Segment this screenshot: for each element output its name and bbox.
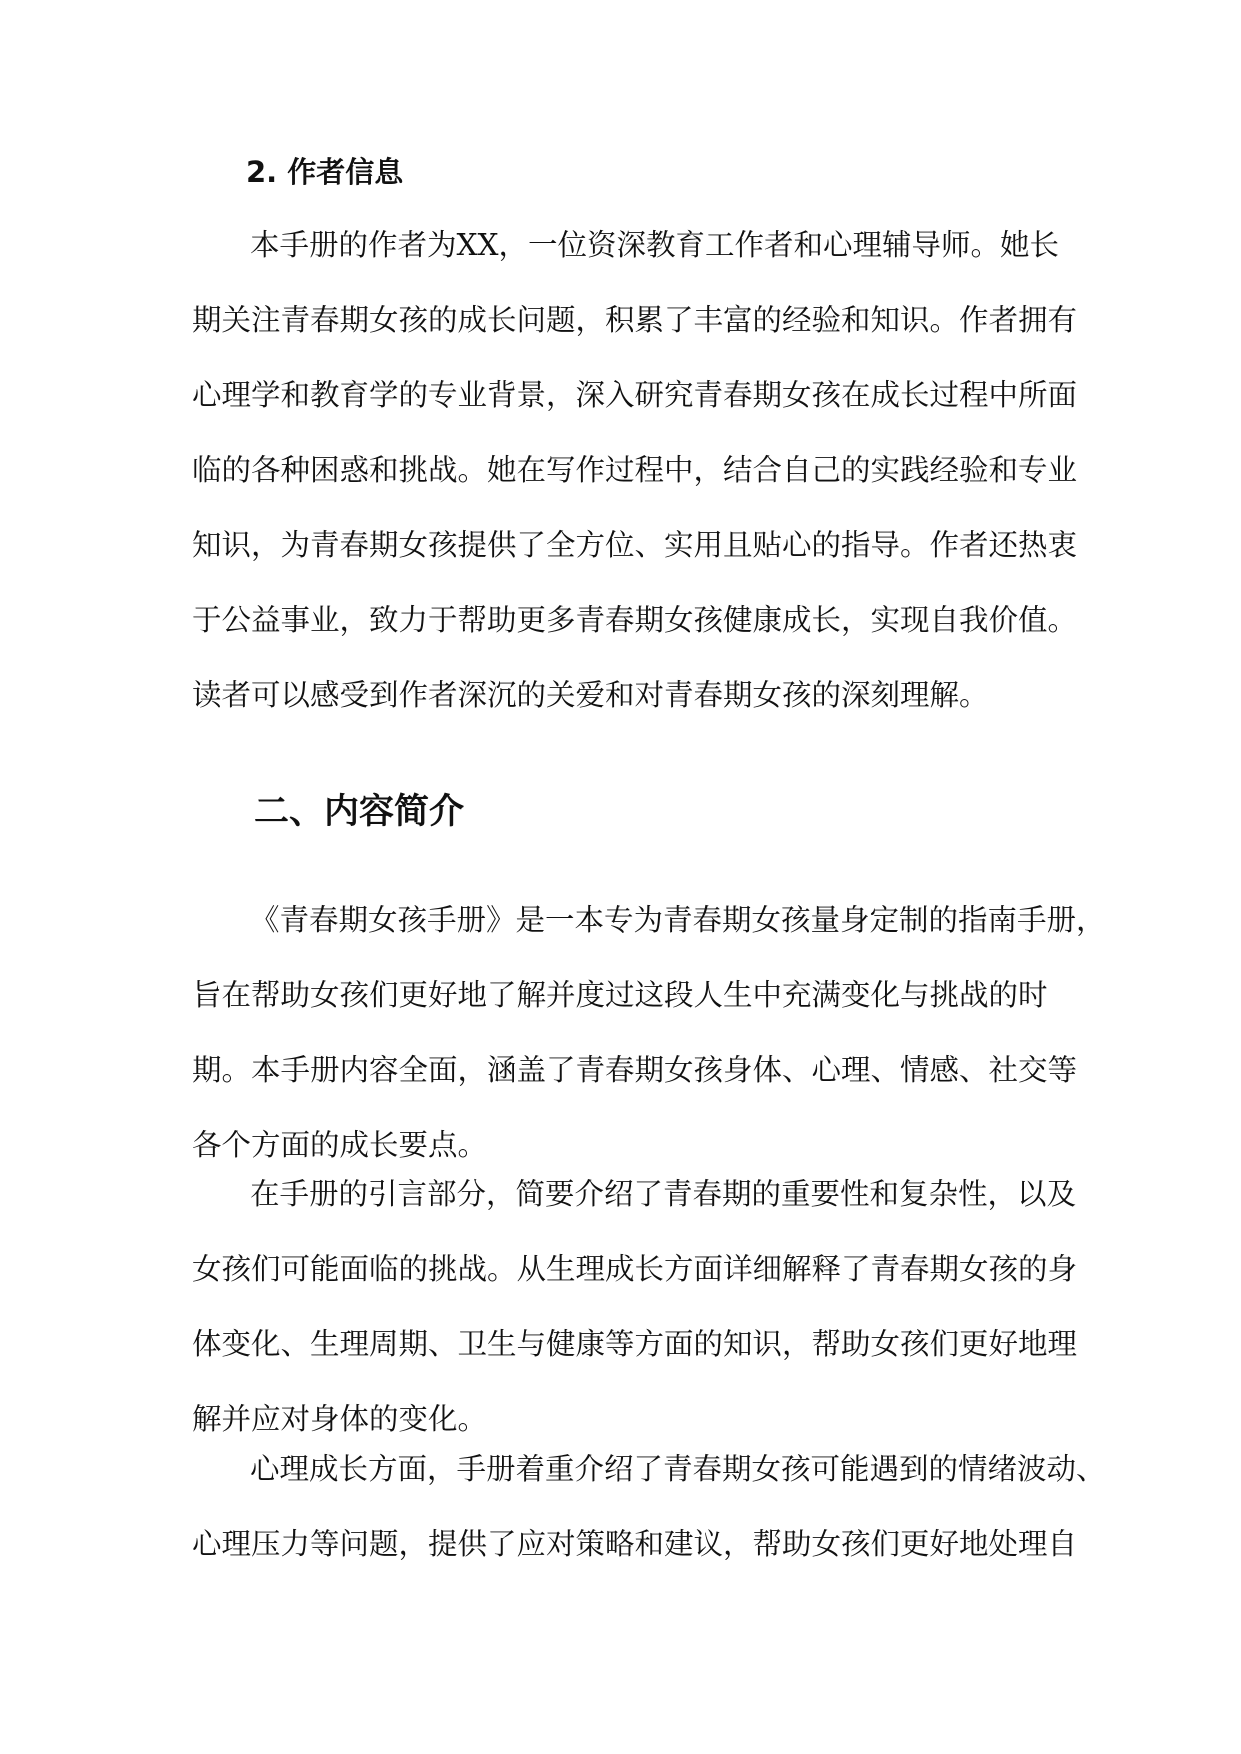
paragraph-line: 体变化、生理周期、卫生与健康等方面的知识，帮助女孩们更好地理 <box>192 1327 1078 1361</box>
paragraph-line: 各个方面的成长要点。 <box>192 1128 488 1162</box>
paragraph-line: 期关注青春期女孩的成长问题，积累了丰富的经验和知识。作者拥有 <box>192 303 1078 337</box>
paragraph-line: 临的各种困惑和挑战。她在写作过程中，结合自己的实践经验和专业 <box>192 453 1078 487</box>
paragraph-line: 在手册的引言部分，简要介绍了青春期的重要性和复杂性，以及 <box>250 1177 1077 1211</box>
paragraph-line: 于公益事业，致力于帮助更多青春期女孩健康成长，实现自我价值。 <box>192 603 1078 637</box>
paragraph-line: 心理压力等问题，提供了应对策略和建议，帮助女孩们更好地处理自 <box>192 1527 1078 1561</box>
paragraph-line: 旨在帮助女孩们更好地了解并度过这段人生中充满变化与挑战的时 <box>192 978 1048 1012</box>
paragraph-line: 期。本手册内容全面，涵盖了青春期女孩身体、心理、情感、社交等 <box>192 1053 1078 1087</box>
paragraph-line: 知识，为青春期女孩提供了全方位、实用且贴心的指导。作者还热衷 <box>192 528 1078 562</box>
author-info-paragraph <box>192 208 1078 733</box>
paragraph-line: 心理成长方面，手册着重介绍了青春期女孩可能遇到的情绪波动、 <box>250 1452 1106 1486</box>
content-summary-paragraph-2 <box>192 1157 1078 1457</box>
section-heading-author-info: 2. 作者信息 <box>246 155 404 189</box>
paragraph-line: 《青春期女孩手册》是一本专为青春期女孩量身定制的指南手册， <box>250 903 1106 937</box>
content-summary-paragraph-3 <box>192 1432 1106 1582</box>
content-summary-paragraph-1 <box>192 883 1106 1183</box>
paragraph-line: 女孩们可能面临的挑战。从生理成长方面详细解释了青春期女孩的身 <box>192 1252 1078 1286</box>
paragraph-line: 心理学和教育学的专业背景，深入研究青春期女孩在成长过程中所面 <box>192 378 1078 412</box>
paragraph-line: 读者可以感受到作者深沉的关爱和对青春期女孩的深刻理解。 <box>192 678 989 712</box>
paragraph-line: 本手册的作者为XX，一位资深教育工作者和心理辅导师。她长 <box>250 228 1060 262</box>
paragraph-line: 解并应对身体的变化。 <box>192 1402 488 1436</box>
section-heading-content-summary: 二、内容简介 <box>254 792 465 832</box>
